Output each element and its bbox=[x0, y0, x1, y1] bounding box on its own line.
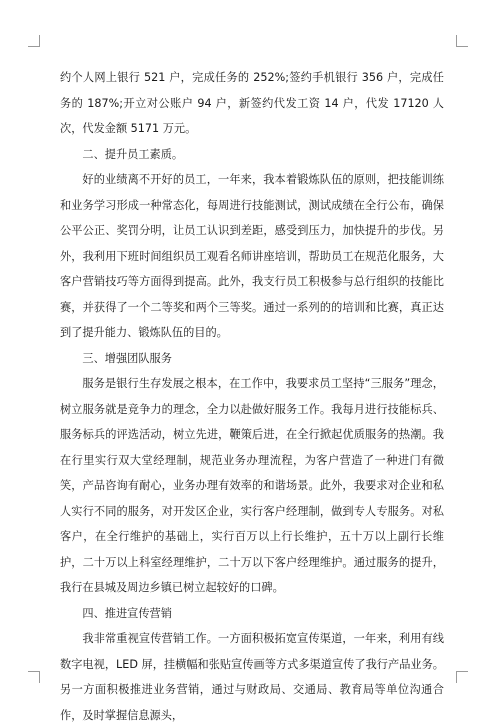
intro-paragraph: 约个人网上银行 521 户，完成任务的 252%;签约手机银行 356 户，完成任务的 187%;开立对公账户 94 户，新签约代发工资 14 户，代发 17120 人次，代发金额 5171 万元。 bbox=[60, 71, 444, 135]
section-paragraph-marketing: 我非常重视宣传营销工作。一方面积极拓宽宣传渠道，一年来，利用有线数字电视，LED 屏，挂横幅和张贴宣传画等方式多渠道宣传了我行产品业务。另一方面积极推进业务营销，通过与财政局、交通局、教育局等单位沟通合作，及时掌握信息源头， bbox=[60, 632, 444, 722]
crop-mark-bottom-left bbox=[28, 671, 40, 683]
section-paragraph-team-service: 服务是银行生存发展之根本，在工作中，我要求员工坚持“三服务”理念，树立服务就是竞争力的理念，全力以赴做好服务工作。我每月进行技能标兵、服务标兵的评选活动，树立先进，鞭策后进，在全行掀起优质服务的热潮。我在行里实行双大堂经理制，规范业务办理流程，为客户营造了一种进门有微笑，产品咨询有耐心，业务办理有效率的和谐场景。此外，我要求对企业和私人实行不同的服务，对开发区企业，实行客户经理制，做到专人专服务。对私客户，在全行维护的基础上，实行百万以上行长维护，五十万以上副行长维护，二十万以上科室经理维护，二十万以下客户经理维护。通过服务的提升，我行在县城及周边乡镇已树立起较好的口碑。 bbox=[60, 377, 444, 594]
section-heading-team-service: 三、增强团队服务 bbox=[82, 351, 172, 365]
section-paragraph-staff-quality: 好的业绩离不开好的员工，一年来，我本着锻炼队伍的原则，把技能训练和业务学习形成一种常态化，每周进行技能测试，测试成绩在全行公布，确保公平公正、奖罚分明，让员工认识到差距，感受到压力，加快提升的步伐。另外，我利用下班时间组织员工观看名师讲座培训，帮助员工在规范化服务，大客户营销技巧等方面得到提高。此外，我支行员工积极参与总行组织的技能比赛，并获得了一个二等奖和两个三等奖。通过一系列的的培训和比赛，真正达到了提升能力、锻炼队伍的目的。 bbox=[60, 173, 444, 339]
section-heading-staff-quality: 二、提升员工素质。 bbox=[82, 147, 184, 161]
section-heading-marketing: 四、推进宣传营销 bbox=[82, 606, 172, 620]
crop-mark-top-left bbox=[28, 35, 40, 47]
crop-mark-bottom-right bbox=[456, 671, 468, 683]
crop-mark-top-right bbox=[456, 35, 468, 47]
document-body bbox=[60, 65, 444, 728]
